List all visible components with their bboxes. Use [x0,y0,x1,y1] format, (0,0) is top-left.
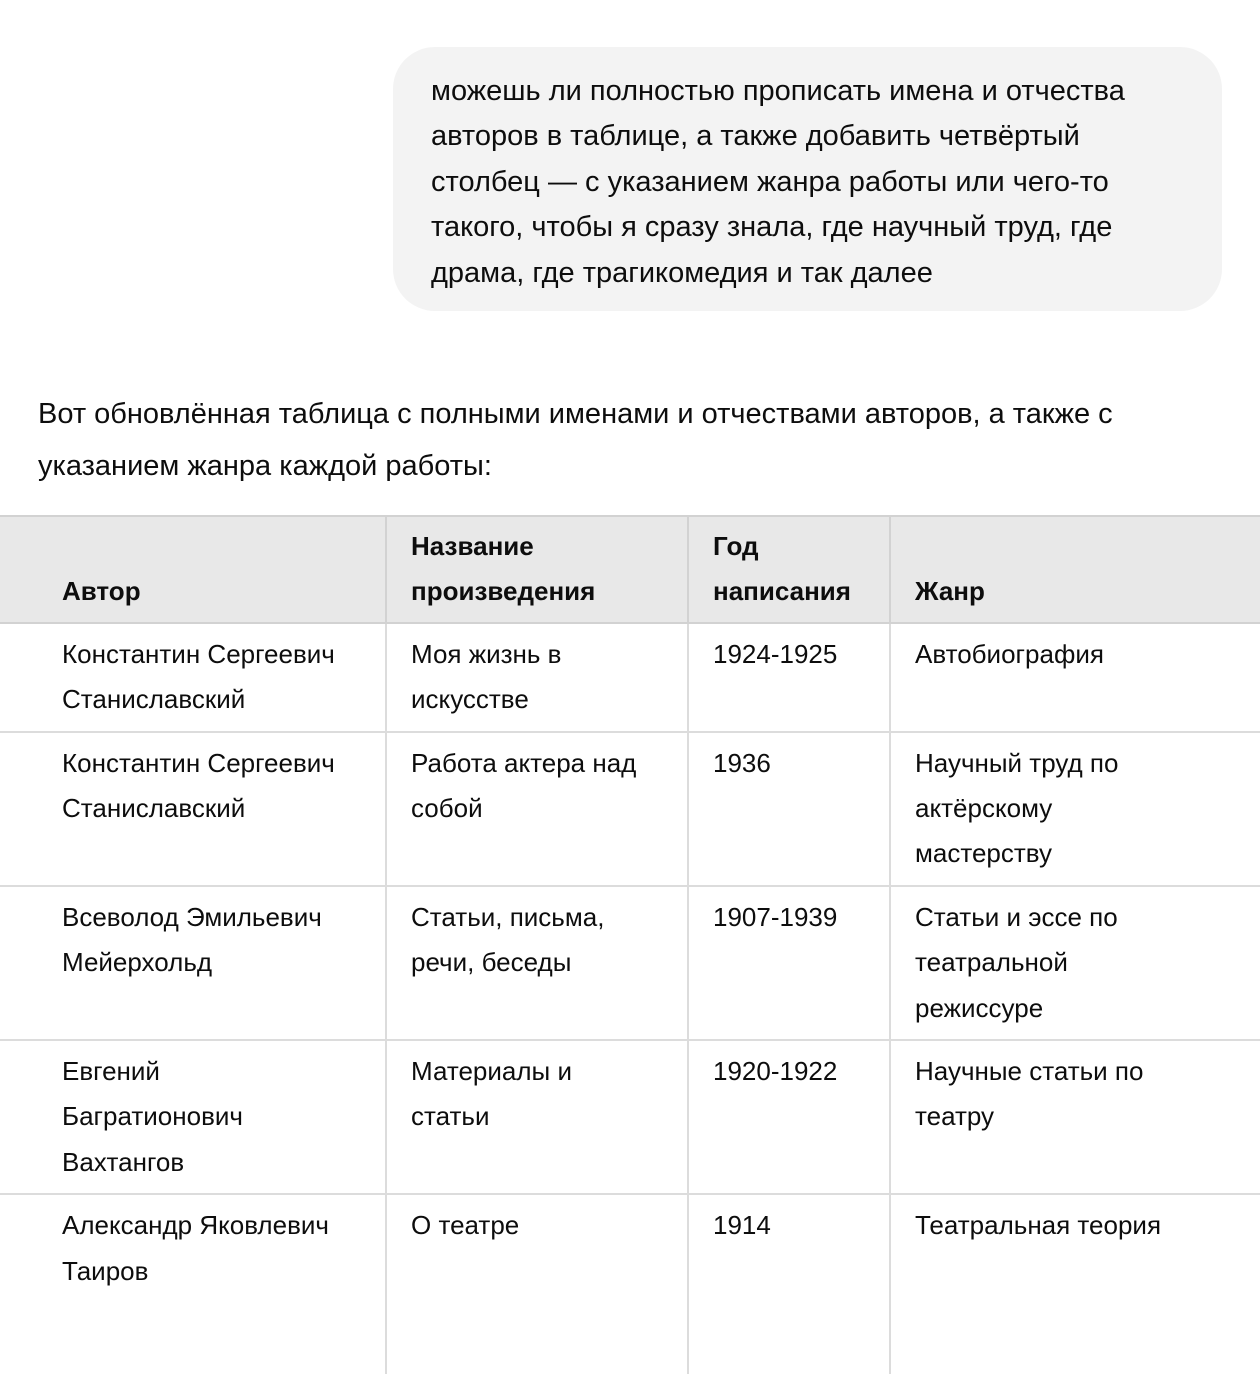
table-cell-line: Статьи и эссе по [915,901,1118,932]
table-cell-line: 1914 [713,1210,771,1241]
cell-genre [890,886,1260,1040]
cell-genre [890,732,1260,886]
table-cell-line: Станиславский [62,684,246,715]
user-message-bubble [393,47,1222,311]
header-cell-line: произведения [411,576,596,607]
table-cell-line: Станиславский [62,793,246,824]
user-message-line: можешь ли полностью прописать имена и отчества [431,75,1125,107]
cell-author [0,623,386,732]
table-row [0,623,1260,732]
header-cell-line: Жанр [915,576,985,607]
table-cell-line: Евгений [62,1056,160,1087]
table-cell-line: театральной [915,947,1068,978]
table-cell-line: О театре [411,1210,520,1241]
header-cell-line: Название [411,531,534,561]
user-message-line: такого, чтобы я сразу знала, где научный труд, где [431,211,1113,244]
table-cell-line: 1920-1922 [713,1056,838,1087]
table-row [0,1040,1260,1194]
table-row [0,1194,1260,1374]
assistant-intro-line: Вот обновлённая таблица с полными именами и отчествами авторов, а также с [38,398,1113,430]
cell-title [386,1040,688,1194]
table-cell-line: 1924-1925 [713,638,838,669]
table-cell-line: Научные статьи по [915,1056,1144,1087]
table-cell-line: Статьи, письма, [411,901,605,932]
cell-year [688,1194,890,1374]
header-author [0,516,386,623]
header-cell-line: Год [713,531,759,561]
assistant-intro-line: указанием жанра каждой работы: [38,450,492,482]
table-cell-line: речи, беседы [411,947,572,978]
table-cell-line: Моя жизнь в [411,638,562,669]
cell-title [386,623,688,732]
table-cell-line: театру [915,1101,995,1132]
table-cell-line: актёрскому [915,793,1053,824]
header-genre [890,516,1260,623]
table-cell-line: искусстве [411,684,529,715]
cell-year [688,886,890,1040]
table-cell-line: собой [411,793,483,824]
cell-author [0,732,386,886]
table-body [0,623,1260,1374]
table-cell-line: статьи [411,1101,490,1132]
table-header [0,516,1260,623]
cell-title [386,886,688,1040]
table-cell-line: Мейерхольд [62,947,213,978]
table-cell-line: Таиров [62,1255,149,1286]
table-cell-line: режиссуре [915,992,1044,1023]
cell-year [688,732,890,886]
table-row [0,732,1260,886]
table-cell-line: Вахтангов [62,1146,185,1177]
assistant-intro-text [38,388,1228,492]
table-cell-line: Константин Сергеевич [62,747,335,778]
table-row [0,886,1260,1040]
table-cell-line: Автобиография [915,638,1104,669]
cell-genre [890,1040,1260,1194]
works-table [0,515,1260,1374]
user-message-line: столбец — с указанием жанра работы или чего-то [431,165,1109,198]
cell-author [0,886,386,1040]
table-cell-line: мастерству [915,838,1053,869]
table-cell-line: Константин Сергеевич [62,638,335,669]
header-cell-line: Автор [62,576,141,607]
cell-year [688,1040,890,1194]
header-cell-line: написания [713,576,851,607]
cell-genre [890,623,1260,732]
cell-year [688,623,890,732]
cell-genre [890,1194,1260,1374]
user-message-line: авторов в таблице, а также добавить четвёртый [431,120,1080,153]
cell-author [0,1040,386,1194]
table-cell-line: Александр Яковлевич [62,1210,329,1241]
header-year [688,516,890,623]
cell-title [386,1194,688,1374]
table-cell-line: Работа актера над [411,747,637,778]
table-cell-line: Материалы и [411,1056,572,1087]
table-cell-line: Научный труд по [915,747,1119,778]
table-cell-line: Театральная теория [915,1210,1162,1241]
table-cell-line: 1907-1939 [713,901,838,932]
header-title [386,516,688,623]
cell-title [386,732,688,886]
user-message-line: драма, где трагикомедия и так далее [431,256,933,289]
table-cell-line: Всеволод Эмильевич [62,901,322,932]
table-cell-line: Багратионович [62,1101,243,1132]
cell-author [0,1194,386,1374]
table-header-row [0,516,1260,623]
table-cell-line: 1936 [713,747,771,778]
